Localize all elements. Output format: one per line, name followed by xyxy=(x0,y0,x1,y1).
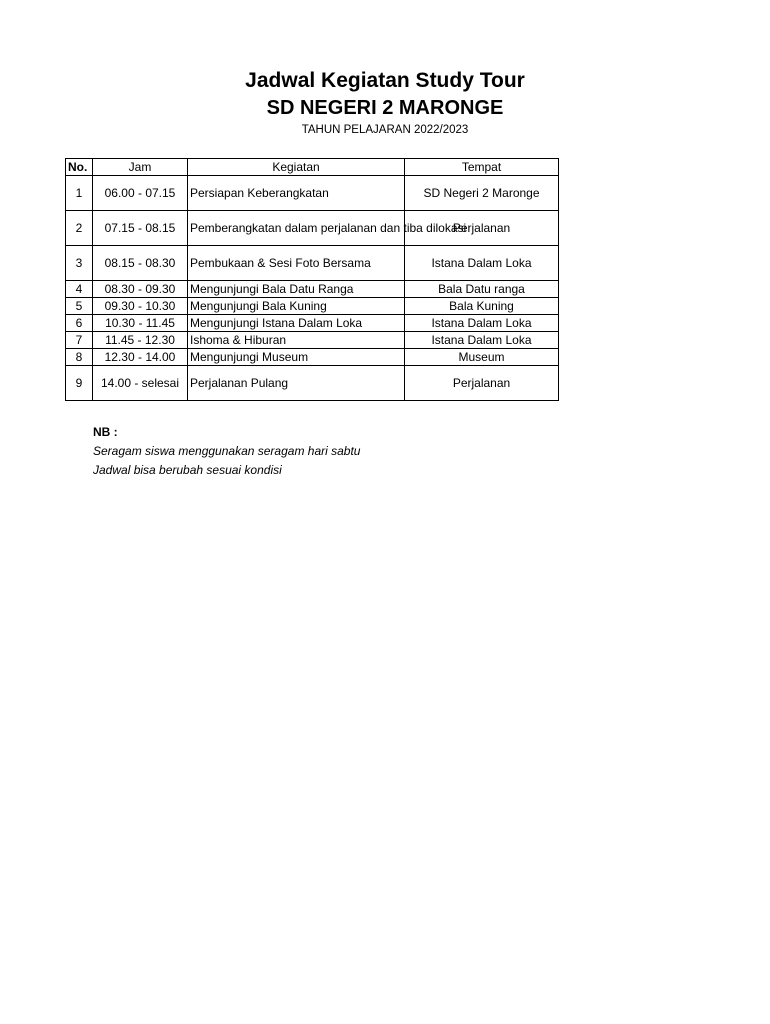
row-no: 5 xyxy=(66,298,93,315)
table-row xyxy=(66,246,559,281)
row-jam: 07.15 - 08.15 xyxy=(93,211,188,246)
row-kegiatan: Mengunjungi Bala Kuning xyxy=(188,298,405,315)
row-tempat: Istana Dalam Loka xyxy=(405,315,559,332)
row-jam: 08.30 - 09.30 xyxy=(93,281,188,298)
note-line: Jadwal bisa berubah sesuai kondisi xyxy=(93,463,282,477)
notes-section xyxy=(93,423,360,480)
table-header-row xyxy=(66,159,559,176)
row-kegiatan: Mengunjungi Museum xyxy=(188,349,405,366)
row-kegiatan: Pembukaan & Sesi Foto Bersama xyxy=(188,246,405,281)
row-tempat: Istana Dalam Loka xyxy=(405,332,559,349)
notes-label: NB : xyxy=(93,425,118,439)
row-kegiatan: Ishoma & Hiburan xyxy=(188,332,405,349)
row-jam: 14.00 - selesai xyxy=(93,366,188,401)
row-no: 1 xyxy=(66,176,93,211)
row-tempat: Istana Dalam Loka xyxy=(405,246,559,281)
row-tempat: Museum xyxy=(405,349,559,366)
row-jam: 10.30 - 11.45 xyxy=(93,315,188,332)
table-row xyxy=(66,211,559,246)
row-no: 2 xyxy=(66,211,93,246)
row-kegiatan: Mengunjungi Istana Dalam Loka xyxy=(188,315,405,332)
row-jam: 06.00 - 07.15 xyxy=(93,176,188,211)
row-jam: 08.15 - 08.30 xyxy=(93,246,188,281)
row-kegiatan: Persiapan Keberangkatan xyxy=(188,176,405,211)
table-row xyxy=(66,349,559,366)
row-tempat: Bala Datu ranga xyxy=(405,281,559,298)
row-no: 6 xyxy=(66,315,93,332)
schedule-table xyxy=(65,158,559,401)
row-jam: 12.30 - 14.00 xyxy=(93,349,188,366)
row-no: 8 xyxy=(66,349,93,366)
academic-year: TAHUN PELAJARAN 2022/2023 xyxy=(301,124,469,136)
row-no: 9 xyxy=(66,366,93,401)
row-jam: 11.45 - 12.30 xyxy=(93,332,188,349)
row-tempat: Perjalanan xyxy=(405,366,559,401)
header-tempat: Tempat xyxy=(405,159,559,176)
row-jam: 09.30 - 10.30 xyxy=(93,298,188,315)
header-no: No. xyxy=(66,159,93,176)
table-row xyxy=(66,281,559,298)
row-no: 4 xyxy=(66,281,93,298)
header-kegiatan: Kegiatan xyxy=(188,159,405,176)
table-row xyxy=(66,176,559,211)
row-tempat: Bala Kuning xyxy=(405,298,559,315)
table-row xyxy=(66,366,559,401)
row-kegiatan: Mengunjungi Bala Datu Ranga xyxy=(188,281,405,298)
row-tempat: SD Negeri 2 Maronge xyxy=(405,176,559,211)
row-kegiatan: Perjalanan Pulang xyxy=(188,366,405,401)
row-no: 3 xyxy=(66,246,93,281)
note-line: Seragam siswa menggunakan seragam hari sabtu xyxy=(93,444,361,458)
row-kegiatan: Pemberangkatan dalam perjalanan dan tiba dilokasi xyxy=(188,211,405,246)
table-row xyxy=(66,332,559,349)
row-no: 7 xyxy=(66,332,93,349)
table-row xyxy=(66,298,559,315)
header-jam: Jam xyxy=(93,159,188,176)
row-tempat: Perjalanan xyxy=(405,211,559,246)
document-title: Jadwal Kegiatan Study Tour xyxy=(245,69,525,92)
table-row xyxy=(66,315,559,332)
school-name: SD NEGERI 2 MARONGE xyxy=(266,97,504,119)
